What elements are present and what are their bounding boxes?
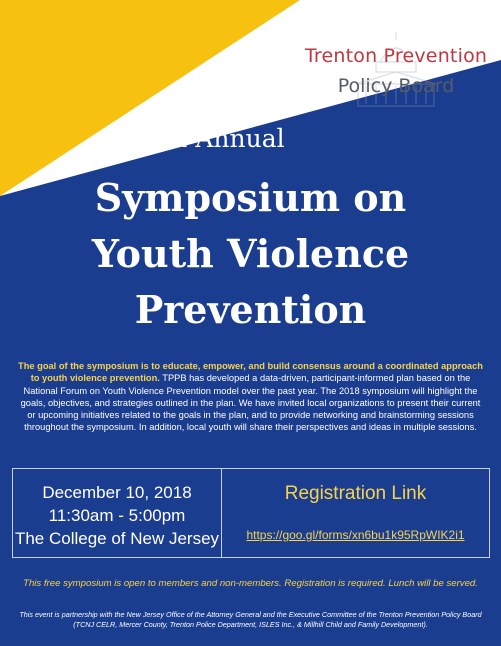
event-venue: The College of New Jersey bbox=[14, 529, 220, 548]
event-details bbox=[13, 481, 221, 550]
capitol-dome-icon bbox=[336, 28, 456, 112]
event-subtitle: 2nd Annual bbox=[139, 124, 285, 153]
registration-link[interactable]: https://goo.gl/forms/xn6bu1k95RpWIK2i1 bbox=[246, 528, 465, 542]
registration-title: Registration Link bbox=[284, 483, 427, 504]
event-info-box bbox=[12, 468, 490, 558]
event-title bbox=[0, 170, 501, 338]
partnership-footer: This event is partnership with the New Jersey Office of the Attorney General and the Executive Committee of the Trenton Prevention Policy Board (TCNJ CELR, Mercer County, Trenton Police Department, ISLES Inc., & Millhill Child and Family Development). bbox=[19, 610, 482, 629]
event-time: 11:30am - 5:00pm bbox=[48, 506, 186, 525]
description-body: TPPB has developed a data-driven, participant-informed plan based on the National Forum on Youth Violence Prevention model over the past year. The 2018 symposium will highlight the goals, objectives, and strategies outlined in the plan. We have invited local organizations to present their current or upcoming initiatives related to the goals in the plan, and to provide networking and brainstorming sessions throughout the symposium. In addition, local youth will share their perspectives and ideas in multiple sessions. bbox=[20, 373, 481, 433]
description-lead: The goal of the symposium is to educate, empower, and build consensus around a coordinated approach to youth violence prevention. bbox=[18, 361, 483, 384]
title-line-3: Prevention bbox=[134, 287, 367, 332]
logo-text-line2: Policy Board bbox=[337, 75, 455, 97]
logo-text-line1: Trenton Prevention bbox=[304, 45, 488, 67]
description bbox=[18, 360, 483, 434]
title-line-2: Youth Violence bbox=[91, 231, 410, 276]
event-date: December 10, 2018 bbox=[42, 483, 192, 502]
title-line-1: Symposium on bbox=[94, 175, 407, 220]
free-admission-note: This free symposium is open to members and non-members. Registration is required. Lunch will be served. bbox=[23, 578, 478, 589]
logo bbox=[296, 24, 496, 116]
